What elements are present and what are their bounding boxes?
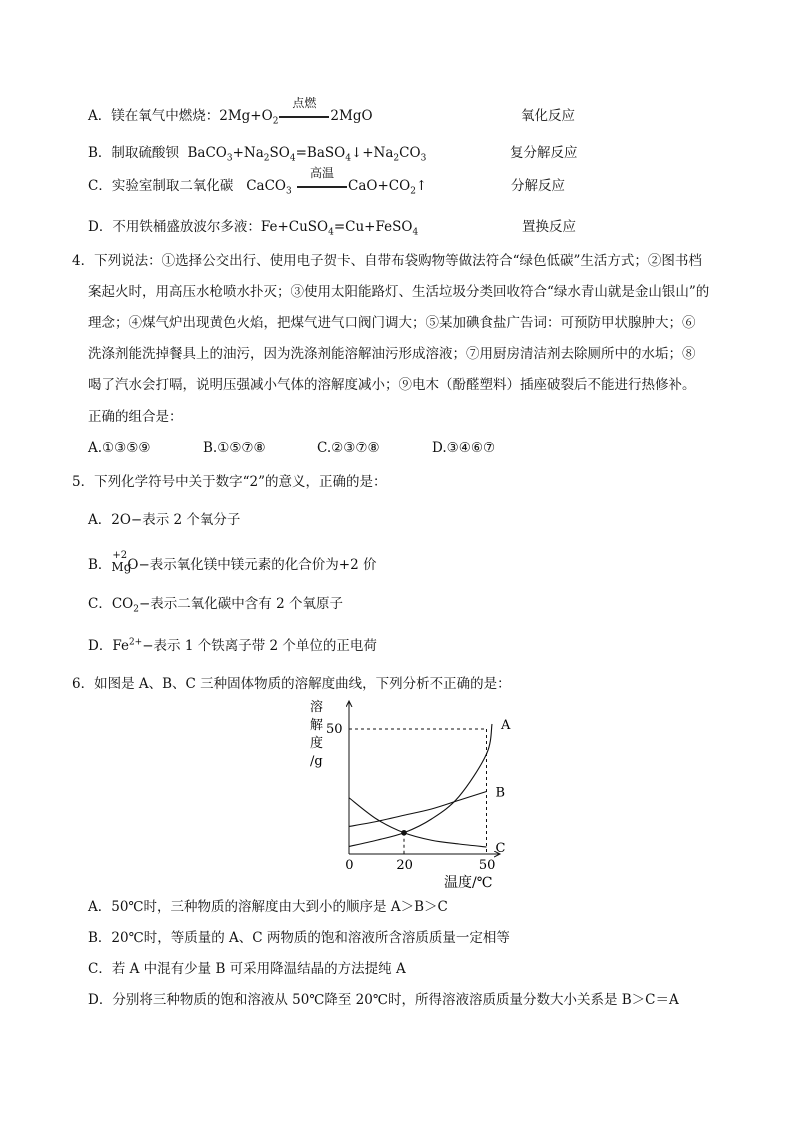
q3-a-condition: 点燃 xyxy=(278,106,330,126)
curve-B xyxy=(349,792,487,827)
q4-line-1: 4．下列说法：①选择公交出行、使用电子贺卡、自带布袋购物等做法符合“绿色低碳”生活方式；②图书档 xyxy=(72,253,702,269)
q5-option-b: B． +2 Mg O−表示氧化镁中镁元素的化合价为+2 价 xyxy=(88,550,377,574)
y-axis-label-char: /g xyxy=(310,754,323,769)
y-axis-label xyxy=(310,699,323,769)
q6-option-c: C．若 A 中混有少量 B 可采用降温结晶的方法提纯 A xyxy=(88,961,406,977)
q3-a-type: 氧化反应 xyxy=(521,108,575,124)
q4-line-5: 喝了汽水会打嗝，说明压强减小气体的溶解度减小；⑨电木（酚醛塑料）插座破裂后不能进行热修补。 xyxy=(88,377,696,393)
q4-option-d: D.③④⑥⑦ xyxy=(432,440,496,456)
q4-line-3: 理念；④煤气炉出现黄色火焰，把煤气进气口阀门调大；⑤某加碘食盐广告词：可预防甲状腺肿大；⑥ xyxy=(88,315,696,331)
y-axis-label-char: 溶 xyxy=(310,700,324,715)
curve-label-C: C xyxy=(495,841,506,856)
y-tick-label-50: 50 xyxy=(326,722,343,737)
q3-b-label: B．制取硫酸钡 xyxy=(88,145,179,161)
y-axis-label-char: 解 xyxy=(310,718,324,733)
q5-option-a: A．2O−表示 2 个氧分子 xyxy=(88,512,241,528)
q3-d-label: D．不用铁桶盛放波尔多液： xyxy=(88,219,261,235)
q4-option-c: C.②③⑦⑧ xyxy=(317,440,380,456)
solubility-chart xyxy=(300,697,530,892)
q6-option-d: D．分别将三种物质的饱和溶液从 50℃降至 20℃时，所得溶液溶质质量分数大小关系是 B＞C＝A xyxy=(88,992,679,1008)
q4-line-4: 洗涤剂能洗掉餐具上的油污，因为洗涤剂能溶解油污形成溶液；⑦用厨房清洁剂去除厕所中的水垢；⑧ xyxy=(88,346,696,362)
q3-option-c: C．实验室制取二氧化碳 CaCO$_3$ 高温 $CaO+CO_2↑$ xyxy=(88,166,428,197)
q4-option-a: A.①③⑤⑨ xyxy=(88,440,151,456)
q5-stem: 5．下列化学符号中关于数字“2”的意义，正确的是： xyxy=(72,474,387,490)
q6-option-b: B．20℃时，等质量的 A、C 两物质的饱和溶液所含溶质质量一定相等 xyxy=(88,930,510,946)
x-tick-label-20: 20 xyxy=(396,858,413,873)
curve-label-A: A xyxy=(501,718,511,733)
q5-option-d: D．$Fe^{2+}-$表示 1 个铁离子带 2 个单位的正电荷 xyxy=(88,637,377,654)
q6-option-a: A．50℃时，三种物质的溶解度由大到小的顺序是 A＞B＞C xyxy=(88,899,448,915)
q3-option-b: B．制取硫酸钡 $BaCO_3+Na_2SO_4=BaSO_4↓+Na_2CO_3$ xyxy=(88,145,427,164)
q3-b-type: 复分解反应 xyxy=(510,145,578,161)
q4-line-6: 正确的组合是： xyxy=(88,409,183,425)
q3-option-d: D．不用铁桶盛放波尔多液：Fe+CuSO$_4$=Cu+FeSO$_4$ xyxy=(88,219,419,238)
q3-option-a: A．镁在氧气中燃烧：$2Mg+O_2$ 点燃 2MgO xyxy=(88,96,373,127)
curve-label-B: B xyxy=(495,785,506,801)
y-axis-label-char: 度 xyxy=(310,736,324,751)
q3-a-label: A．镁在氧气中燃烧： xyxy=(88,108,220,124)
q6-stem: 6．如图是 A、B、C 三种固体物质的溶解度曲线，下列分析不正确的是： xyxy=(72,676,511,692)
q3-c-type: 分解反应 xyxy=(511,178,565,194)
curve-A xyxy=(349,724,492,847)
x-tick-label-0: 0 xyxy=(345,858,354,873)
q4-option-b: B.①⑤⑦⑧ xyxy=(203,440,266,456)
q5-valence-symbol: +2 Mg xyxy=(111,550,132,574)
q3-d-type: 置换反应 xyxy=(522,219,576,235)
x-axis-label: 温度/℃ xyxy=(444,875,493,891)
q3-c-condition: 高温 xyxy=(296,176,348,196)
intersection-point xyxy=(401,830,407,836)
x-tick-label-50: 50 xyxy=(478,858,496,873)
q4-line-2: 案起火时，用高压水枪喷水扑灭；③使用太阳能路灯、生活垃圾分类回收符合“绿水青山就是金山银山”的 xyxy=(88,284,710,300)
q3-c-label: C．实验室制取二氧化碳 xyxy=(88,178,234,194)
q5-option-c: C．$CO_2-$表示二氧化碳中含有 2 个氧原子 xyxy=(88,596,343,615)
